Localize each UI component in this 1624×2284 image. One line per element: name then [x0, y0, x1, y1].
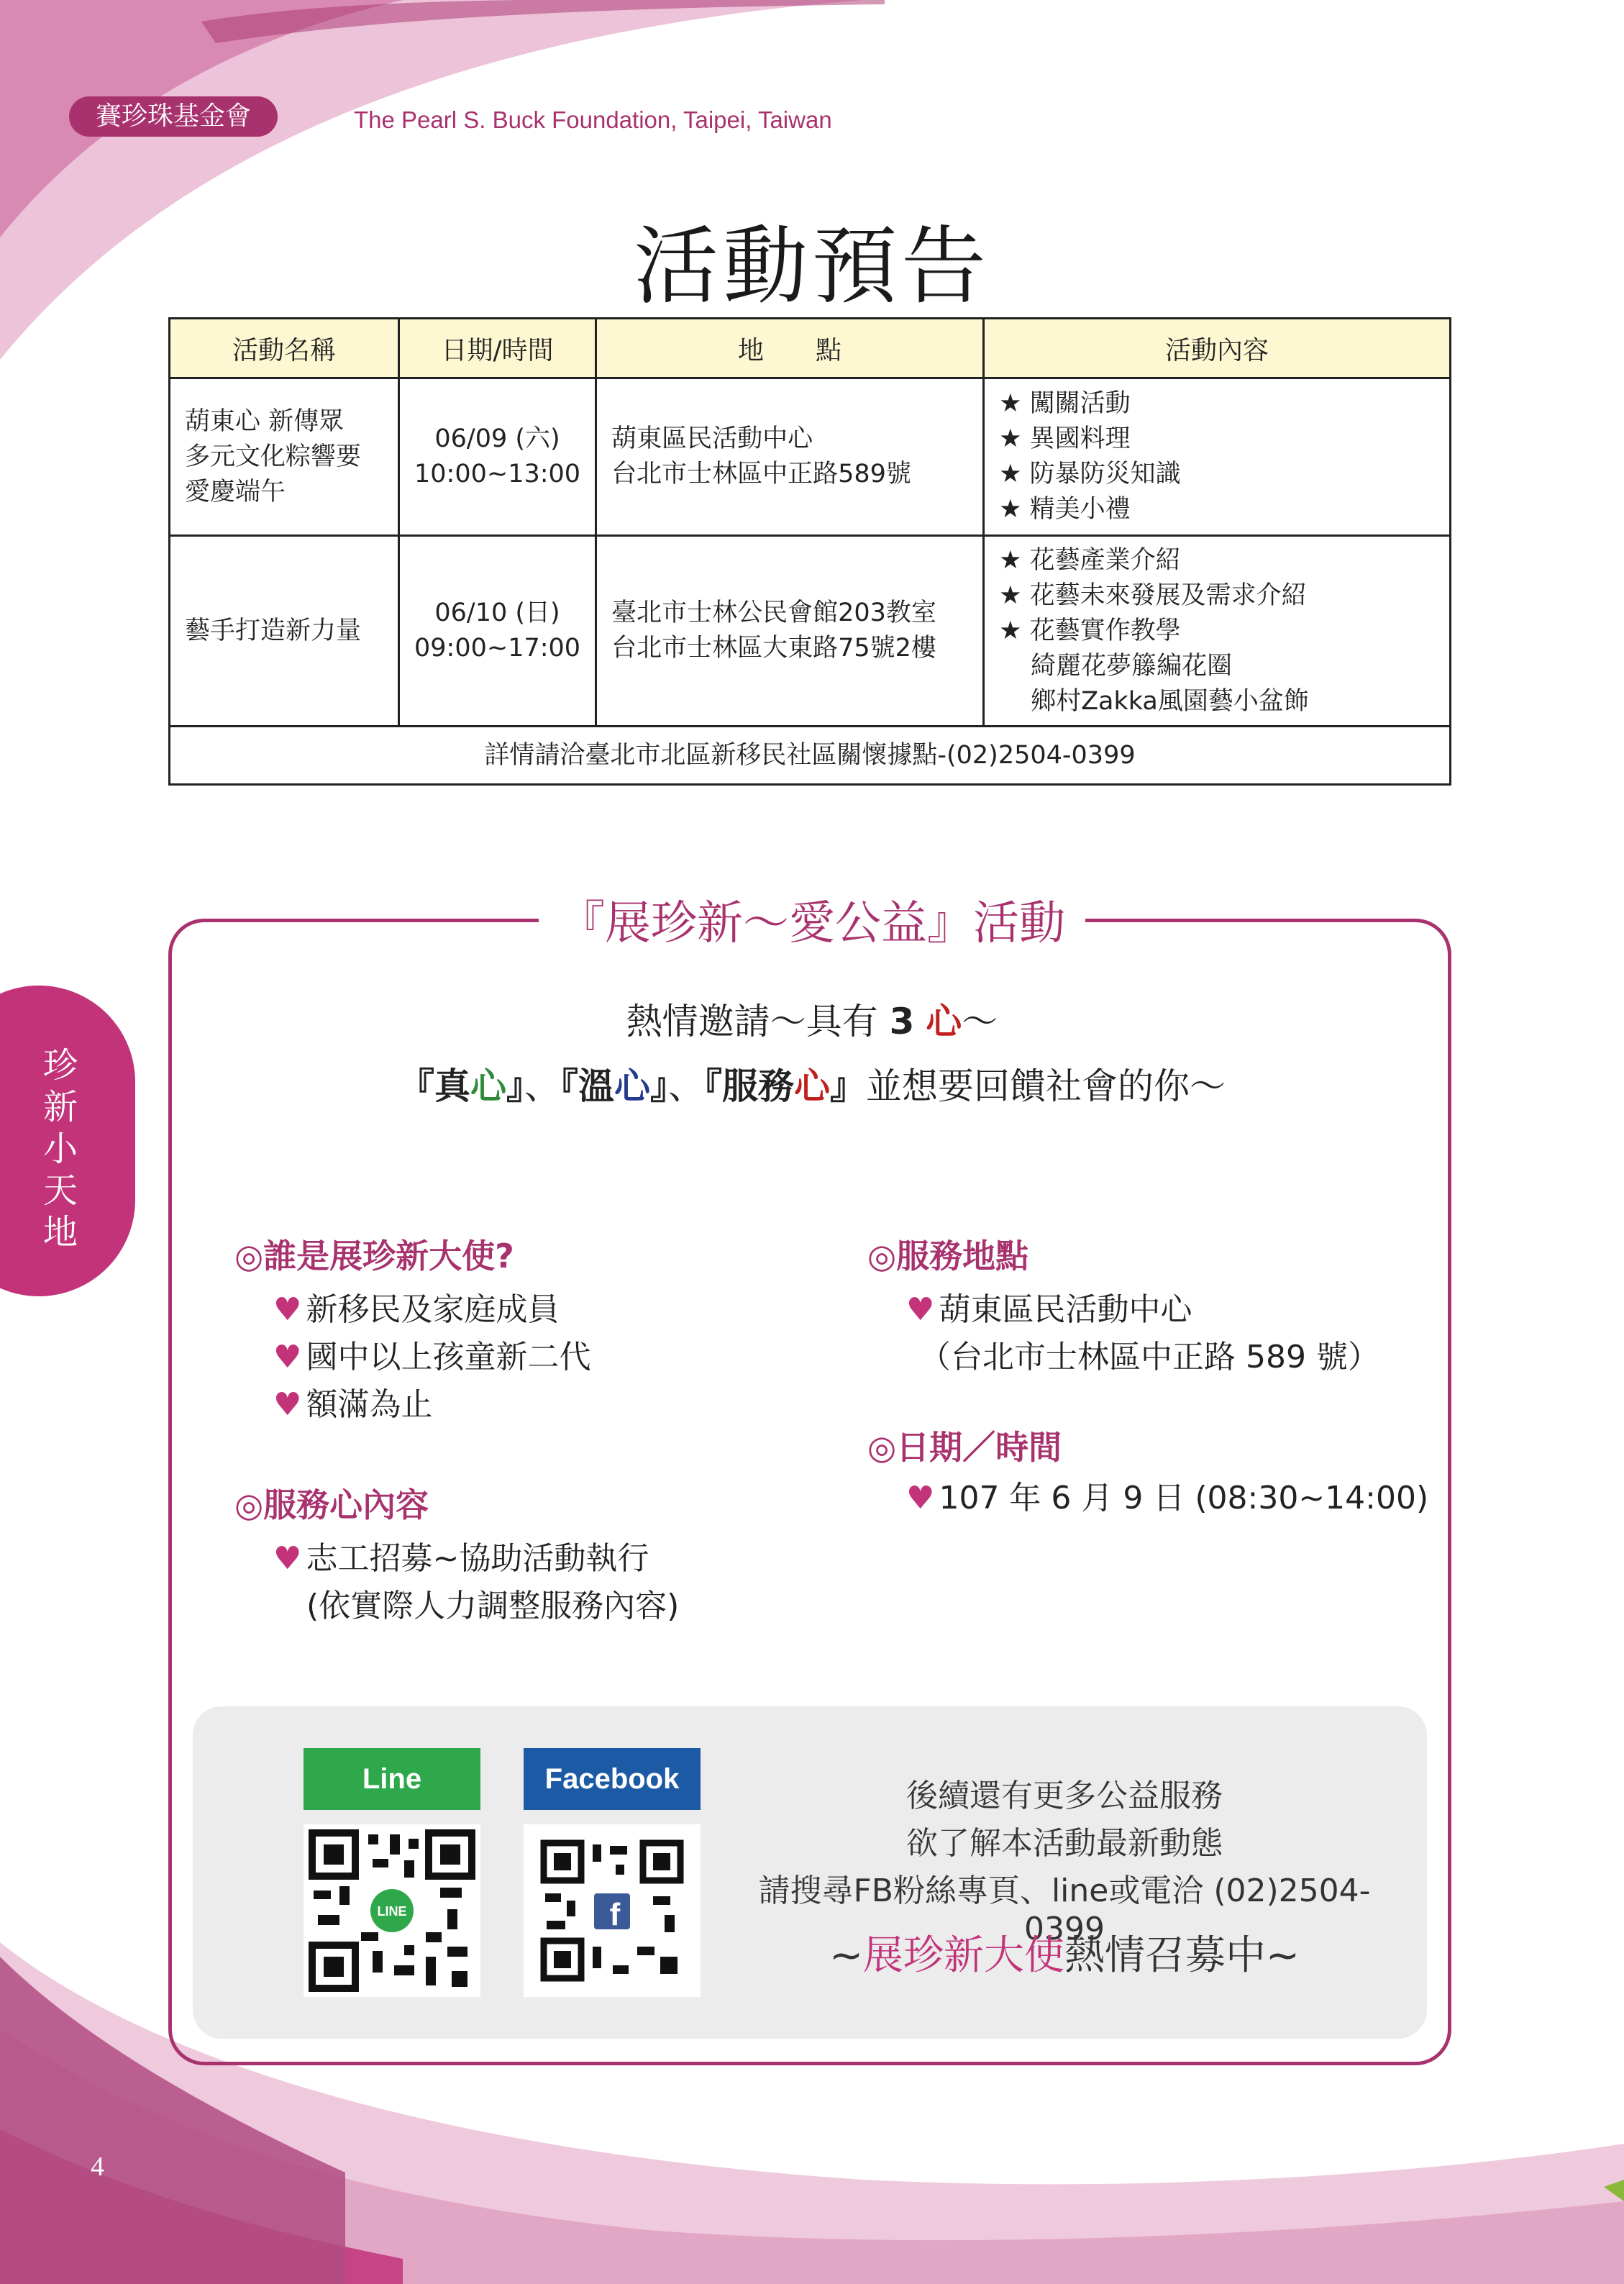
svg-text:f: f: [609, 1897, 621, 1932]
heart-icon: ♥: [906, 1291, 935, 1328]
quote-close: 』: [506, 1065, 524, 1107]
table-footer-note: 詳情請洽臺北市北區新移民社區關懷據點-(02)2504-0399: [170, 727, 1451, 785]
facebook-qr-code[interactable]: [524, 1824, 701, 1997]
quote-close: 』: [830, 1065, 866, 1107]
heart-icon: ♥: [273, 1291, 302, 1328]
datetime-text: 107 年 6 月 9 日 (08:30~14:00): [939, 1480, 1429, 1516]
event-date: 06/09 (六): [434, 424, 560, 453]
event-name-line: 葫東心 新傳眾: [185, 406, 345, 436]
invite-heart: 心: [926, 1001, 962, 1042]
service-list: [273, 1535, 679, 1630]
header-cell: 日期/時間: [399, 319, 596, 378]
line-qr-code[interactable]: [304, 1824, 480, 1997]
invite-line2-suffix: 並想要回饋社會的你～: [866, 1065, 1226, 1107]
recruit-prefix: ~: [829, 1932, 863, 1979]
who-item-text: 新移民及家庭成員: [306, 1291, 560, 1328]
location-address: （台北市士林區中正路 589 號）: [919, 1339, 1379, 1375]
heart-icon: ♥: [273, 1386, 302, 1423]
header-cell: 地 點: [596, 319, 984, 378]
datetime-list: [906, 1475, 1428, 1522]
promo-title: [0, 886, 1624, 952]
word-serve: 服務: [722, 1065, 794, 1107]
line-label: Line: [304, 1748, 480, 1810]
invite-suffix: ～: [962, 1001, 998, 1042]
who-heading: ◎誰是展珍新大使?: [234, 1237, 514, 1275]
word-warm: 溫: [578, 1065, 614, 1107]
org-english-name: The Pearl S. Buck Foundation, Taipei, Taiwan: [354, 106, 832, 133]
recruit-slogan: [719, 1924, 1410, 1981]
events-table: [168, 317, 1451, 786]
event-name-cell: [170, 536, 399, 727]
event-content-cell: [984, 378, 1451, 536]
list-item: [273, 1381, 590, 1429]
contact-line-2: 欲了解本活動最新動態: [906, 1825, 1223, 1862]
separator: 、: [668, 1065, 704, 1107]
event-content-item: 鄉村Zakka風園藝小盆飾: [1031, 686, 1309, 716]
invite-line-1: [0, 993, 1624, 1045]
event-content-item: ★ 防暴防災知識: [999, 460, 1181, 488]
service-heading: ◎服務心內容: [234, 1485, 429, 1524]
location-list: [906, 1286, 1379, 1381]
event-content-item: ★ 花藝產業介紹: [999, 545, 1181, 575]
contact-line-1: 後續還有更多公益服務: [906, 1778, 1223, 1814]
invite-line-2: [0, 1057, 1624, 1109]
event-date-cell: [399, 378, 596, 536]
table-footer-row: [170, 727, 1451, 785]
event-content-item: ★ 花藝未來發展及需求介紹: [999, 581, 1307, 610]
quote-close: 』: [650, 1065, 668, 1107]
event-content-item: ★ 精美小禮: [999, 495, 1131, 524]
word-true: 真: [434, 1065, 470, 1107]
org-badge: 賽珍珠基金會: [69, 96, 278, 137]
heart-green: 心: [470, 1065, 506, 1107]
side-section-label: 珍新小天地: [42, 1045, 78, 1252]
event-name-cell: [170, 378, 399, 536]
event-content-item: ★ 異國料理: [999, 424, 1131, 453]
event-place-cell: [596, 378, 984, 536]
quote-open: 『: [398, 1065, 434, 1107]
list-item: [906, 1475, 1428, 1522]
who-item-text: 額滿為止: [306, 1386, 433, 1423]
who-list: [273, 1286, 590, 1429]
who-item-text: 國中以上孩童新二代: [306, 1339, 591, 1375]
event-place-line: 台北市士林區中正路589號: [611, 460, 911, 488]
heart-icon: ♥: [273, 1339, 302, 1375]
datetime-heading: ◎日期／時間: [867, 1428, 1062, 1467]
event-date: 06/10 (日): [434, 599, 560, 627]
contact-line-3: 請搜尋FB粉絲專頁、line或電洽 (02)2504-0399: [758, 1873, 1371, 1947]
page-title: 活動預告: [633, 217, 990, 316]
list-item: [273, 1334, 590, 1381]
quote-open: 『: [704, 1065, 722, 1107]
event-place-cell: [596, 536, 984, 727]
location-heading: ◎服務地點: [867, 1237, 1029, 1275]
event-content-cell: [984, 536, 1451, 727]
invite-prefix: 熱情邀請～具有: [626, 1001, 890, 1042]
event-place-line: 台北市士林區大東路75號2樓: [611, 634, 936, 663]
list-item: [906, 1286, 1379, 1334]
page-number: 4: [91, 2152, 104, 2182]
quote-open: 『: [560, 1065, 578, 1107]
heart-icon: ♥: [906, 1480, 935, 1516]
event-place-line: 臺北市士林公民會館203教室: [611, 599, 936, 627]
header-cell: 活動內容: [984, 319, 1451, 378]
promo-title-text: 『展珍新～愛公益』活動: [539, 897, 1085, 950]
recruit-suffix: 熱情召募中~: [1064, 1932, 1300, 1979]
event-name-line: 愛慶端午: [185, 477, 286, 506]
event-time: 09:00~17:00: [414, 634, 581, 663]
table-header-row: [170, 319, 1451, 378]
event-content-item: 綺麗花夢籐編花圈: [1031, 651, 1233, 681]
separator: 、: [524, 1065, 560, 1107]
header-cell: 活動名稱: [170, 319, 399, 378]
event-date-cell: [399, 536, 596, 727]
recruit-highlight: 展珍新大使: [863, 1932, 1064, 1979]
location-text: 葫東區民活動中心: [939, 1291, 1192, 1328]
event-content-item: ★ 闖關活動: [999, 389, 1131, 418]
heart-navy: 心: [614, 1065, 650, 1107]
heart-icon: ♥: [273, 1540, 302, 1577]
event-place-line: 葫東區民活動中心: [611, 424, 813, 453]
service-note: (依實際人力調整服務內容): [306, 1588, 680, 1624]
svg-text:LINE: LINE: [377, 1904, 407, 1919]
invite-count: 3: [889, 1001, 915, 1042]
table-row: [170, 378, 1451, 536]
event-name-line: 藝手打造新力量: [185, 616, 362, 645]
event-name-line: 多元文化粽響要: [185, 442, 362, 471]
heart-red: 心: [794, 1065, 830, 1107]
list-item: [273, 1535, 679, 1583]
event-time: 10:00~13:00: [414, 460, 581, 488]
facebook-label: Facebook: [524, 1748, 701, 1810]
table-row: [170, 536, 1451, 727]
event-content-item: ★ 花藝實作教學: [999, 616, 1181, 645]
service-text: 志工招募~協助活動執行: [306, 1540, 649, 1577]
list-item: [273, 1286, 590, 1334]
